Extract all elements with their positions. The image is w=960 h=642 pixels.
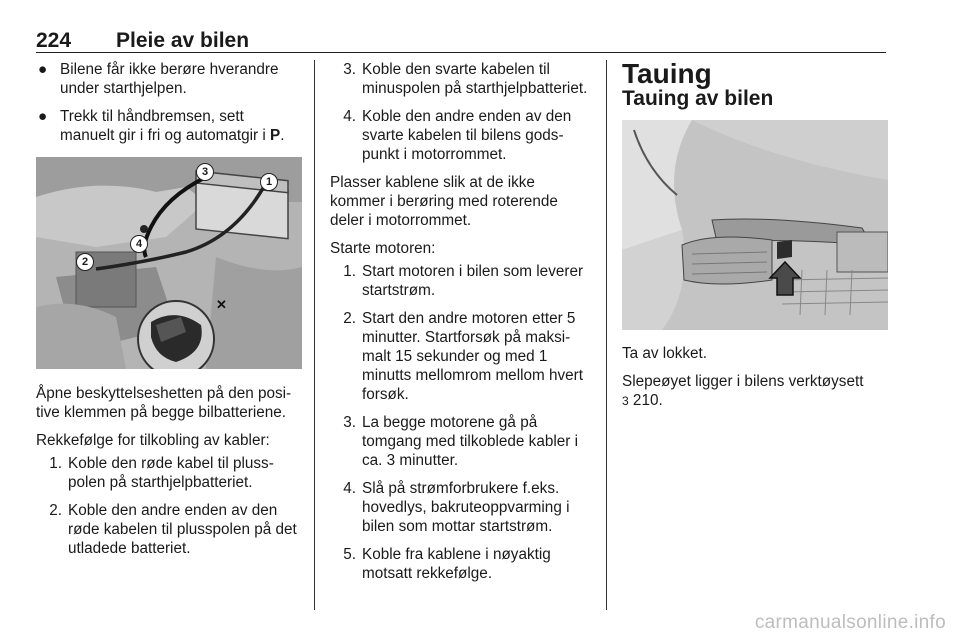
bullet-item (36, 60, 302, 98)
step-text: Koble den andre enden av den svarte kabelen til bilens godspunkt i motorrommet. (362, 108, 572, 163)
figure-callout-3: 3 (196, 163, 214, 181)
column-divider (606, 60, 607, 610)
paragraph: Plasser kablene slik at de ikke kommer i berøring med roterende deler i motorrommet. (330, 174, 558, 229)
paragraph: Ta av lokket. (622, 345, 708, 362)
column-3 (622, 60, 888, 420)
figure-callout-1: 1 (260, 173, 278, 191)
step-number: 4. (343, 480, 356, 497)
section-subheading: Tauing av bilen (622, 87, 774, 110)
page-title: Pleie av bilen (116, 29, 250, 52)
numbered-step (330, 479, 592, 536)
numbered-step (330, 107, 592, 164)
step-number: 3. (343, 414, 356, 431)
step-text: Koble den røde kabel til plusspolen på starthjelpbatteriet. (68, 455, 274, 491)
step-number: 5. (343, 546, 356, 563)
step-number: 3. (343, 61, 356, 78)
paragraph: Starte motoren: (330, 240, 436, 257)
step-text: Start den andre motoren etter 5 minutter. Startforsøk på maksimalt 15 sekunder og med 1 minutts mellomrom mellom hvert forsøk. (362, 310, 583, 403)
step-text: Slå på strømforbrukere f.eks. hovedlys, bakruteoppvarming i bilen som mottar startstrøm. (362, 480, 570, 535)
paragraph: Åpne beskyttelseshetten på den positive klemmen på begge bilbatteriene. (36, 385, 292, 421)
bullet-item (36, 107, 302, 145)
column-2 (330, 60, 592, 592)
numbered-step (36, 454, 302, 492)
paragraph: Rekkefølge for tilkobling av kabler: (36, 432, 270, 449)
numbered-step (330, 545, 592, 583)
numbered-step (330, 262, 592, 300)
step-number: 4. (343, 108, 356, 125)
jump-start-figure (36, 157, 302, 369)
numbered-step (330, 309, 592, 404)
page-header (36, 26, 886, 53)
bullet-text: Trekk til håndbremsen, sett manuelt gir i fri og automatgir i P. (60, 108, 285, 144)
step-number: 2. (49, 502, 62, 519)
svg-text:✕: ✕ (216, 297, 227, 312)
gear-p-label: P (270, 127, 281, 144)
column-1 (36, 60, 302, 567)
figure-callout-2: 2 (76, 253, 94, 271)
step-text: Koble den svarte kabelen til minuspolen på starthjelpbatteriet. (362, 61, 588, 97)
section-heading: Tauing (622, 58, 712, 89)
step-number: 2. (343, 310, 356, 327)
figure-callout-4: 4 (130, 235, 148, 253)
step-number: 1. (343, 263, 356, 280)
step-text: Koble den andre enden av den røde kabelen til plusspolen på det utladede batteriet. (68, 502, 297, 557)
step-number: 1. (49, 455, 62, 472)
watermark: carmanualsonline.info (754, 612, 946, 633)
numbered-step (330, 60, 592, 98)
page-reference-icon: 3 (622, 394, 629, 408)
towing-eye-figure (622, 120, 888, 330)
numbered-step (330, 413, 592, 470)
step-text: Koble fra kablene i nøyaktig motsatt rekkefølge. (362, 546, 551, 582)
bullet-text: Bilene får ikke berøre hverandre under starthjelpen. (60, 61, 279, 97)
bullet-icon: ● (38, 61, 48, 78)
page-number: 224 (36, 29, 72, 52)
step-text: Start motoren i bilen som leverer startstrøm. (362, 263, 584, 299)
page-reference[interactable]: 210. (628, 392, 663, 409)
bullet-icon: ● (38, 108, 48, 125)
numbered-step (36, 501, 302, 558)
column-divider (314, 60, 315, 610)
step-text: La begge motorene gå på tomgang med tilkoblede kabler i ca. 3 minutter. (362, 414, 578, 469)
paragraph: Slepeøyet ligger i bilens verktøysett 3 210. (622, 373, 864, 409)
